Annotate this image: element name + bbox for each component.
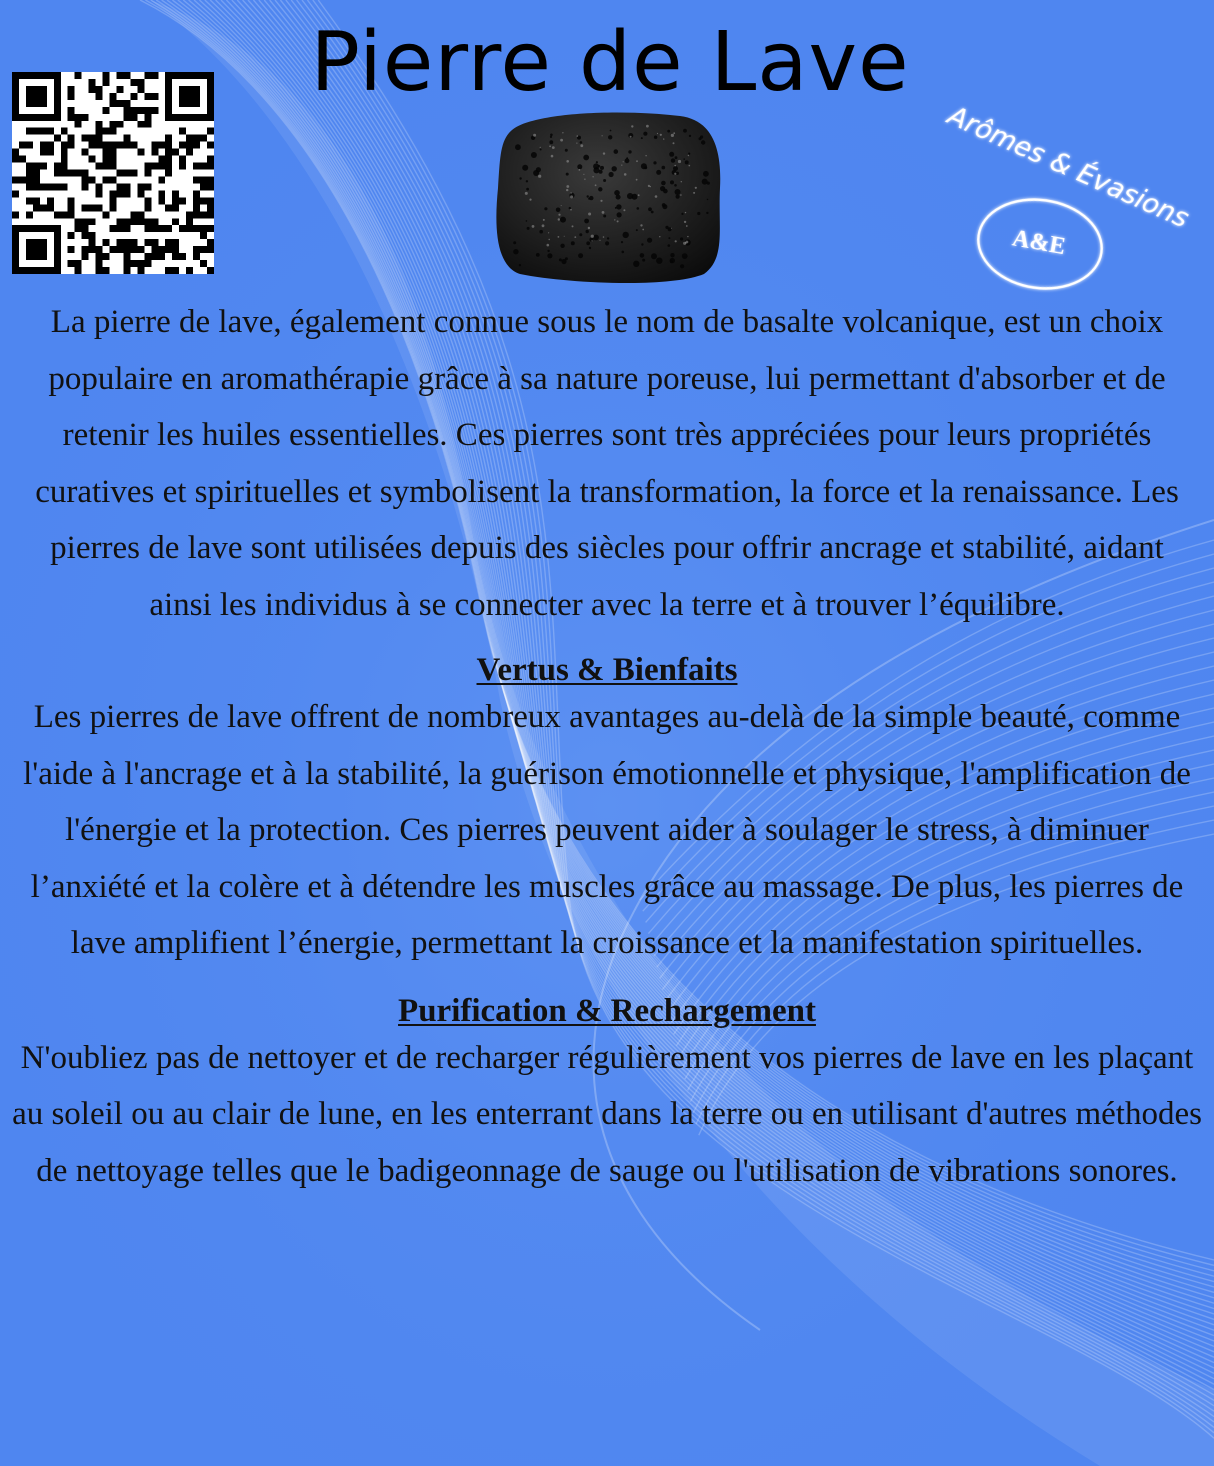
intro-paragraph: La pierre de lave, également connue sous le nom de basalte volcanique, est un choix populaire en aromathérapie grâce à sa nature poreuse, lui permettant d'absorber et de retenir les huiles essentielles. Ces pierres sont très appréciées pour leurs propriétés curatives et spirituelles et symbolisent la transformation, la force et la renaissance. Les pierres de lave sont utilisées depuis des siècles pour offrir ancrage et stabilité, aidant ainsi les individus à se connecter avec la terre et à trouver l’équilibre. <box>35 304 1179 623</box>
brand-logo <box>936 92 1208 302</box>
qr-code-icon <box>12 72 214 274</box>
page-title: Pierre de Lave <box>310 15 910 110</box>
section-paragraph-vertus: Les pierres de lave offrent de nombreux avantages au-delà de la simple beauté, comme l'aide à l'ancrage et à la stabilité, la guérison émotionnelle et physique, l'amplification de l'énergie et la protection. Ces pierres peuvent aider à soulager le stress, à diminuer l’anxiété et la colère et à détendre les muscles grâce au massage. De plus, les pierres de lave amplifient l’énergie, permettant la croissance et la manifestation spirituelles. <box>23 699 1191 961</box>
section-heading-purification <box>0 992 1214 1030</box>
brand-initials: A&E <box>1010 225 1068 261</box>
section-paragraph-purification: N'oubliez pas de nettoyer et de recharger régulièrement vos pierres de lave en les plaçant au soleil ou au clair de lune, en les enterrant dans la terre ou en utilisant d'autres méthodes de nettoyage telles que le badigeonnage de sauge ou l'utilisation de vibrations sonores. <box>12 1039 1202 1189</box>
section-heading-vertus-label: Vertus & Bienfaits <box>476 652 738 688</box>
section-heading-purification-label: Purification & Rechargement <box>398 992 816 1029</box>
lava-stone-image <box>490 108 730 286</box>
brand-script-text: Arômes & Évasions <box>943 100 1194 235</box>
content-body <box>0 294 1214 1199</box>
section-heading-vertus <box>0 651 1214 689</box>
